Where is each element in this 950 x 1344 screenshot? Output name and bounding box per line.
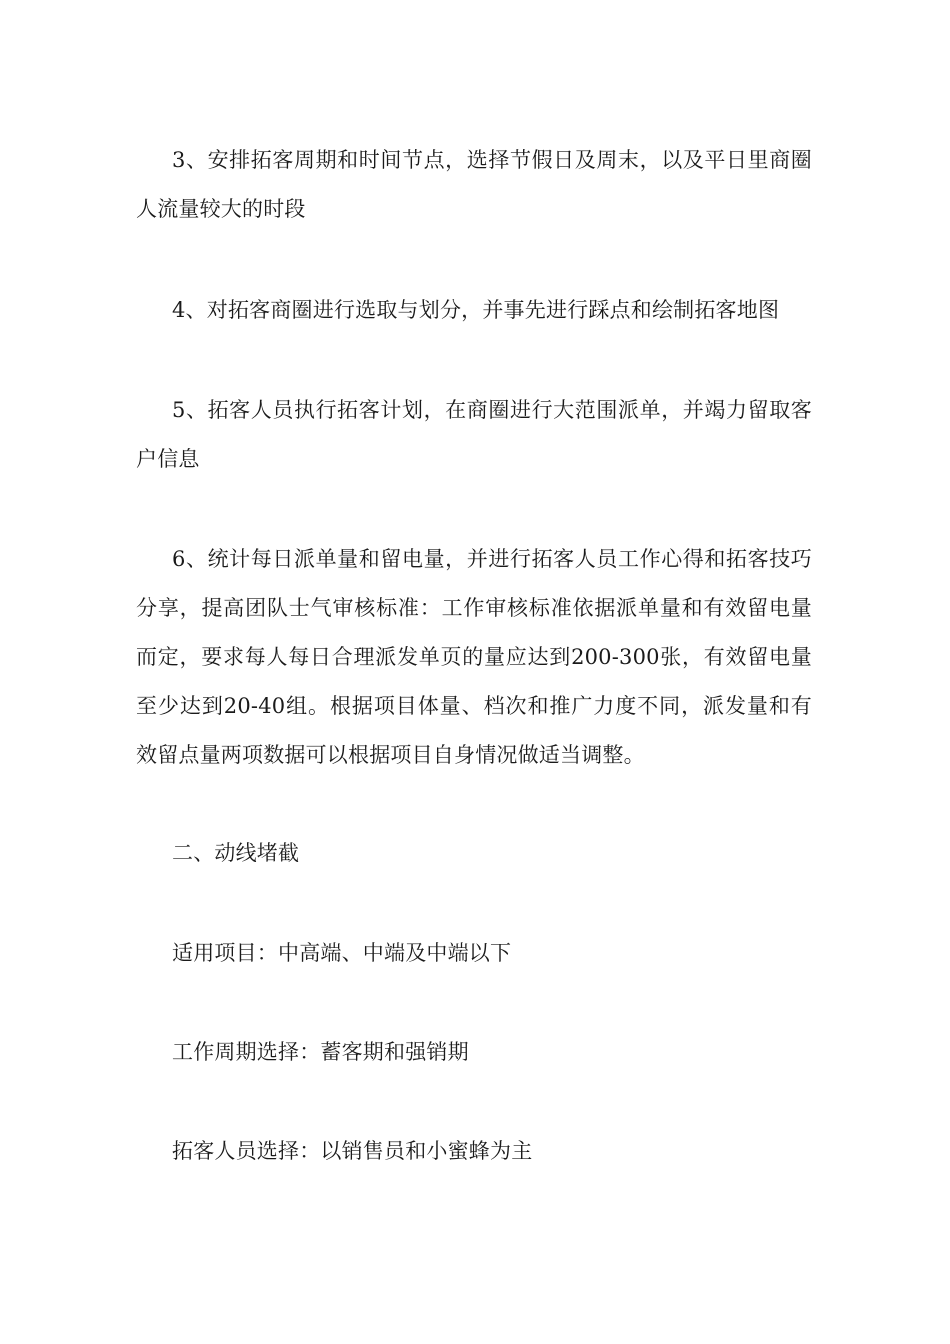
paragraph-staff-selection: 拓客人员选择：以销售员和小蜜蜂为主: [172, 1139, 533, 1163]
paragraph-step-4: 4、对拓客商圈进行选取与划分，并事先进行踩点和绘制拓客地图: [172, 298, 780, 322]
paragraph-step-3: 3、安排拓客周期和时间节点，选择节假日及周末，以及平日里商圈人流量较大的时段: [136, 148, 812, 221]
section-heading: 二、动线堵截: [172, 841, 300, 865]
paragraph-step-6: 6、统计每日派单量和留电量，并进行拓客人员工作心得和拓客技巧分享，提高团队士气审核标准：工作审核标准依据派单量和有效留电量而定，要求每人每日合理派发单页的量应达到200-300张，有效留电量至少达到20-40组。根据项目体量、档次和推广力度不同，派发量和有效留点量两项数据可以根据项目自身情况做适当调整。: [136, 547, 812, 767]
paragraph-work-period: 工作周期选择：蓄客期和强销期: [172, 1040, 469, 1064]
paragraph-step-5: 5、拓客人员执行拓客计划，在商圈进行大范围派单，并竭力留取客户信息: [136, 398, 812, 471]
paragraph-applicable-projects: 适用项目：中高端、中端及中端以下: [172, 941, 512, 965]
